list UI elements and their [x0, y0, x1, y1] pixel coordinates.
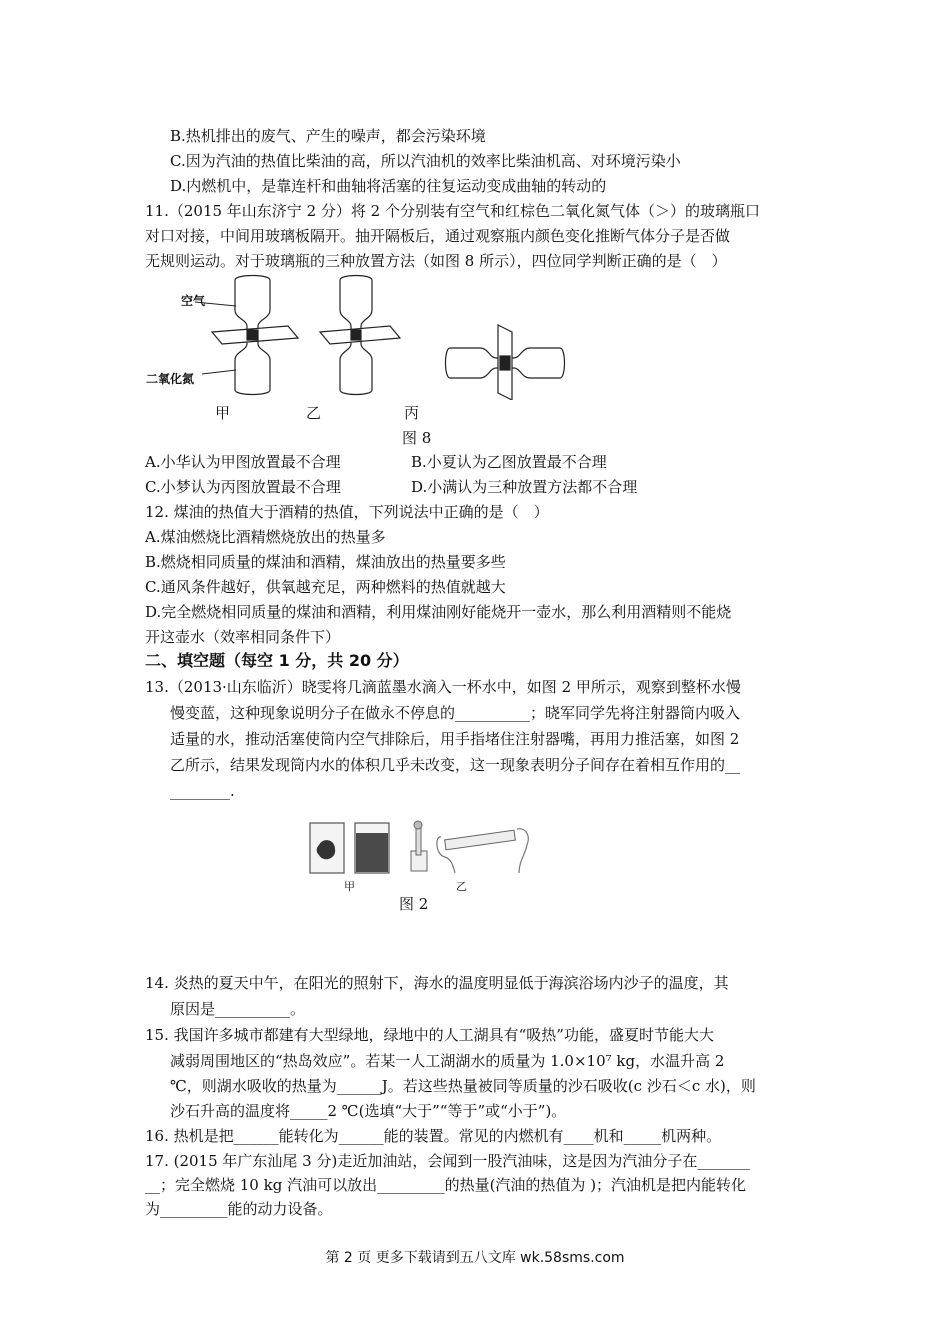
- q13-line5: ________.: [170, 782, 235, 800]
- yi-top-bottle: [340, 276, 372, 331]
- q15-line3: ℃，则湖水吸收的热量为______J。若这些热量被同等质量的沙石吸收(c 沙石＜c 水)，则: [170, 1077, 756, 1095]
- q13-line2: 慢变蓝，这种现象说明分子在做永不停息的__________；晓军同学先将注射器筒内吸入: [170, 704, 741, 722]
- figure-8-bottles: [140, 270, 580, 400]
- q12-option-a: A.煤油燃烧比酒精燃烧放出的热量多: [145, 528, 386, 546]
- q13-line3: 适量的水，推动活塞使筒内空气排除后，用手指堵住注射器嘴，再用力推活塞，如图 2: [170, 730, 740, 748]
- yi-joint: [351, 330, 361, 340]
- label-air: 空气: [181, 294, 206, 308]
- q11-stem-line1: 11.（2015 年山东济宁 2 分）将 2 个分别装有空气和红棕色二氧化氮气体（＞）的玻璃瓶口: [145, 202, 760, 220]
- q10-option-d: D.内燃机中，是靠连杆和曲轴将活塞的往复运动变成曲轴的转动的: [170, 177, 607, 195]
- fig2-label-jia: 甲: [344, 880, 355, 893]
- figure-2-ink-and-syringe: [305, 815, 535, 877]
- q12-option-c: C.通风条件越好，供氧越充足，两种燃料的热值就越大: [145, 578, 506, 596]
- fig2-caption: 图 2: [399, 895, 429, 913]
- q12-option-d-line1: D.完全燃烧相同质量的煤油和酒精，利用煤油刚好能烧开一壶水，那么利用酒精则不能烧: [145, 603, 732, 621]
- jia-top-bottle: [235, 276, 270, 331]
- section-2-title: 二、填空题（每空 1 分，共 20 分）: [145, 651, 409, 670]
- q13-line4: 乙所示，结果发现筒内水的体积几乎未改变，这一现象表明分子间存在着相互作用的__: [170, 756, 741, 774]
- syringe: [445, 830, 516, 850]
- q12-stem: 12. 煤油的热值大于酒精的热值，下列说法中正确的是（ ）: [145, 503, 549, 521]
- fig8-caption: 图 8: [402, 429, 432, 447]
- page-footer: 第 2 页 更多下载请到五八文库 wk.58sms.com: [325, 1250, 625, 1266]
- q16-line1: 16. 热机是把______能转化为______能的装置。常见的内燃机有____机和_____机两种。: [145, 1127, 722, 1145]
- bing-left-bottle: [446, 348, 501, 378]
- fig8-label-bing: 丙: [404, 404, 420, 422]
- q17-line3: 为_________能的动力设备。: [145, 1200, 333, 1218]
- q14-line1: 14. 炎热的夏天中午，在阳光的照射下，海水的温度明显低于海滨浴场内沙子的温度，其: [145, 974, 729, 992]
- yi-bottom-bottle: [340, 340, 372, 395]
- q14-line2: 原因是__________。: [170, 1000, 306, 1018]
- q15-line2: 减弱周围地区的“热岛效应”。若某一人工湖湖水的质量为 1.0×10⁷ kg，水温升高 2: [170, 1052, 725, 1070]
- q12-option-d-line2: 开这壶水（效率相同条件下）: [145, 628, 341, 646]
- bing-right-bottle: [510, 348, 565, 378]
- q17-line1: 17. (2015 年广东汕尾 3 分)走近加油站，会闻到一股汽油味，这是因为汽油分子在_______: [145, 1152, 750, 1170]
- q12-option-b: B.燃烧相同质量的煤油和酒精，煤油放出的热量要多些: [145, 553, 506, 571]
- q11-option-b: B.小夏认为乙图放置最不合理: [411, 453, 607, 471]
- q17-line2: __；完全燃烧 10 kg 汽油可以放出_________的热量(汽油的热值为 )；汽油机是把内能转化: [145, 1176, 747, 1194]
- fig8-label-yi: 乙: [306, 404, 322, 422]
- q11-option-a: A.小华认为甲图放置最不合理: [145, 453, 341, 471]
- q10-option-b: B.热机排出的废气、产生的噪声，都会污染环境: [170, 127, 486, 145]
- q11-option-d: D.小满认为三种放置方法都不合理: [411, 478, 638, 496]
- q13-line1: 13.（2013·山东临沂）晓雯将几滴蓝墨水滴入一杯水中，如图 2 甲所示，观察到整杯水慢: [145, 678, 741, 696]
- jia-joint: [247, 330, 258, 340]
- jia-bottom-bottle: [235, 340, 270, 395]
- fig8-label-jia: 甲: [215, 404, 231, 422]
- blue-water: [356, 833, 388, 872]
- label-no2: 二氧化氮: [146, 372, 195, 386]
- q11-stem-line3: 无规则运动。对于玻璃瓶的三种放置方法（如图 8 所示），四位同学判断正确的是（ ）: [145, 252, 727, 270]
- q15-line1: 15. 我国许多城市都建有大型绿地，绿地中的人工湖具有“吸热”功能，盛夏时节能大大: [145, 1026, 714, 1044]
- fig2-label-yi: 乙: [456, 880, 467, 893]
- bing-joint: [500, 356, 510, 370]
- q10-option-c: C.因为汽油的热值比柴油的高，所以汽油机的效率比柴油机高、对环境污染小: [170, 152, 681, 170]
- q11-option-c: C.小梦认为丙图放置最不合理: [145, 478, 341, 496]
- q11-stem-line2: 对口对接，中间用玻璃板隔开。抽开隔板后，通过观察瓶内颜色变化推断气体分子是否做: [145, 227, 731, 245]
- q15-line4: 沙石升高的温度将_____2 ℃(选填“大于”“等于”或“小于”)。: [170, 1102, 567, 1120]
